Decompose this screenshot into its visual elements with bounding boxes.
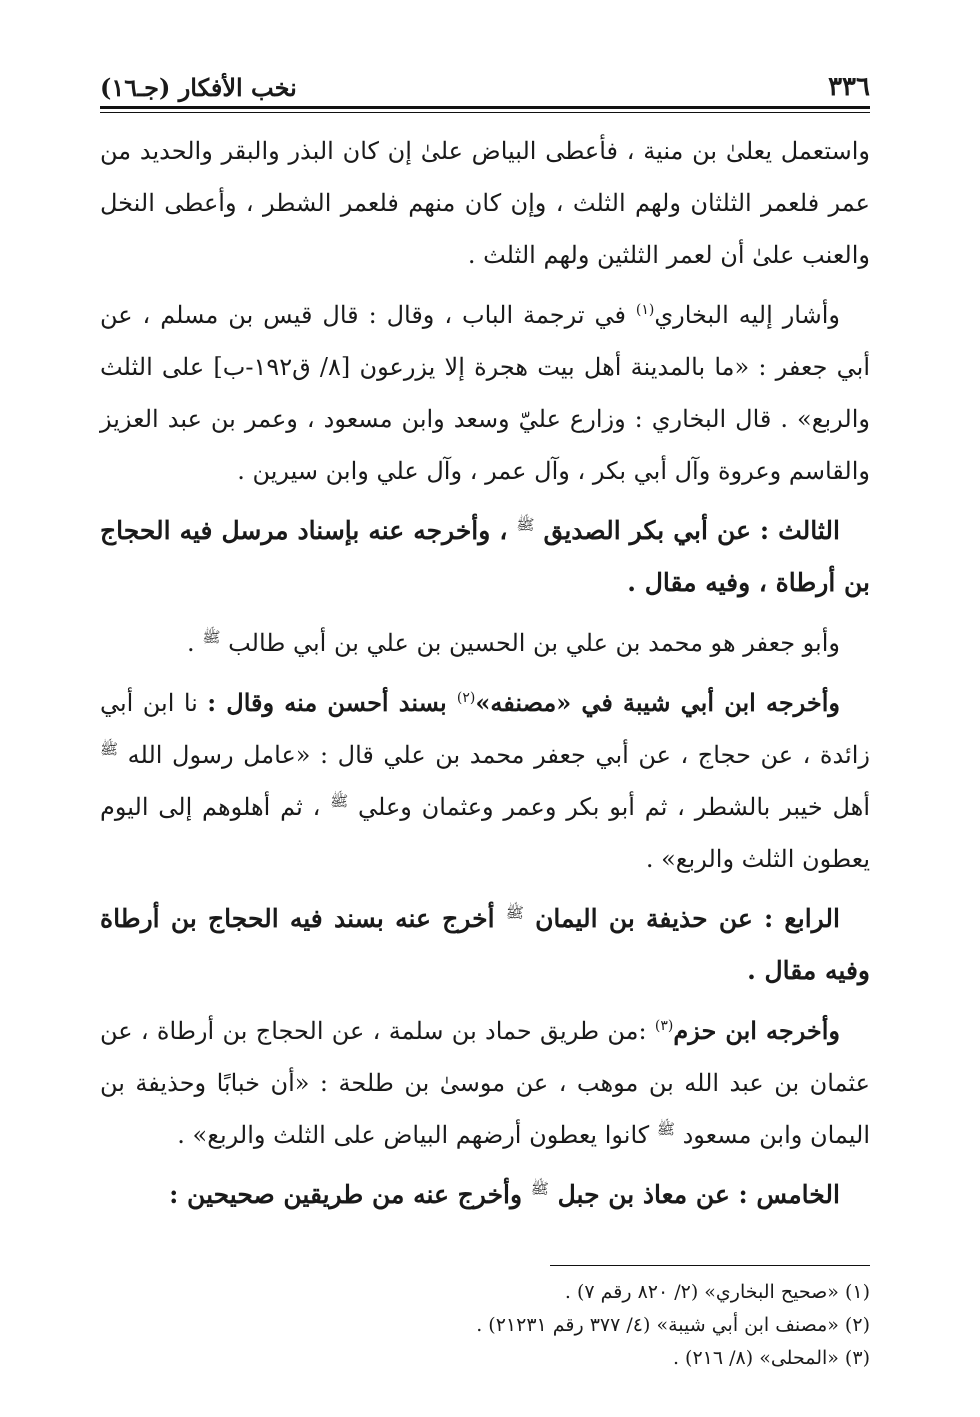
book-title: نخب الأفكار (جـ١٦): [100, 73, 297, 102]
header-rule-thick: [100, 106, 870, 109]
section-fourth-text-b: أخرج عنه بسند فيه الحجاج بن أرطاة وفيه مقال .: [100, 904, 870, 985]
ibn-hazm-text-b: كانوا يعطون أرضهم البياض على الثلث والربع» .: [177, 1121, 657, 1149]
ibn-hazm-bold: وأخرجه ابن حزم: [673, 1016, 840, 1045]
section-fourth-text-a: الرابع : عن حذيفة بن اليمان: [523, 904, 840, 933]
section-fourth-heading: [100, 893, 870, 997]
section-third-heading: [100, 505, 870, 609]
ibn-abi-shaybah-text-c: ، ثم أهلوهم إلى اليوم يعطون الثلث والربع» .: [100, 793, 870, 873]
paragraph-1-text: واستعمل يعلىٰ بن منية ، فأعطى البياض علىٰ إن كان البذر والبقر والحديد من عمر فلعمر الثلثان ولهم الثلث ، وإن كان منهم فلعمر الشطر ، وأعطى النخل والعنب علىٰ أن لعمر الثلثين ولهم الثلث .: [100, 137, 870, 269]
paragraph-ibn-hazm: [100, 1005, 870, 1161]
footnote-separator: [550, 1265, 870, 1266]
footnote-ref-3[interactable]: (٣): [654, 1018, 674, 1034]
footnote-3: (٣) «المحلى» (٨/ ٢١٦) .: [672, 1347, 870, 1369]
honorific-glyph: ﷺ: [530, 1179, 549, 1198]
honorific-glyph: ﷺ: [656, 1120, 675, 1138]
ibn-abi-shaybah-text-b: أهل خيبر بالشطر ، ثم أبو بكر وعمر وعثمان وعلي: [348, 793, 870, 821]
section-fifth-text-b: وأخرج عنه من طريقين صحيحين :: [169, 1180, 531, 1209]
ibn-abi-shaybah-bold-b: بسند أحسن منه وقال :: [207, 688, 457, 717]
ibn-hazm-text-a: :من طريق حماد بن سلمة ، عن الحجاج بن أرطاة ، عن عثمان بن عبد الله بن موهب ، عن موسىٰ بن طلحة : «أن خبابًا وحذيفة بن اليمان وابن مسعود: [100, 1017, 870, 1149]
paragraph-abu-jafar-text-b: .: [187, 629, 203, 657]
paragraph-1: [100, 125, 870, 281]
honorific-glyph: ﷺ: [516, 515, 535, 534]
section-third-text-a: الثالث : عن أبي بكر الصديق: [534, 516, 840, 545]
footnotes: [100, 1276, 870, 1375]
paragraph-2-text-b: في ترجمة الباب ، وقال : قال قيس بن مسلم ، عن أبي جعفر : «ما بالمدينة أهل بيت هجرة إلا يزرعون [٨/ ق١٩٢-ب] على الثلث والربع» . قال البخاري : وزارع عليّ وسعد وابن مسعود ، وعمر بن عبد العزيز والقاسم وعروة وآل أبي بكر ، وآل عمر ، وآل علي وابن سيرين .: [100, 301, 871, 485]
paragraph-abu-jafar-text-a: وأبو جعفر هو محمد بن علي بن الحسين بن علي بن أبي طالب: [220, 629, 840, 657]
footnote-ref-1[interactable]: (١): [635, 302, 655, 318]
paragraph-abu-jafar: [100, 617, 870, 669]
paragraph-2-text-a: وأشار إليه البخاري: [654, 301, 840, 329]
footnote-2: (٢) «مصنف ابن أبي شيبة» (٤/ ٣٧٧ رقم ٢١٢٣١) .: [476, 1314, 870, 1336]
honorific-glyph: ﷺ: [330, 792, 349, 810]
ibn-abi-shaybah-text-a: نا ابن أبي زائدة ، عن حجاج ، عن أبي جعفر محمد بن علي قال : «عامل رسول الله: [100, 689, 870, 769]
section-fifth-text-a: الخامس : عن معاذ بن جبل: [548, 1180, 840, 1209]
header-rule-thin: [100, 112, 870, 113]
page-header: [100, 62, 870, 102]
section-fifth-heading: [100, 1169, 870, 1221]
footnote-ref-2[interactable]: (٢): [456, 690, 476, 706]
section-third-text-b: ، وأخرجه عنه بإسناد مرسل فيه الحجاج بن أرطاة ، وفيه مقال .: [100, 516, 870, 597]
honorific-glyph: ﷺ: [505, 903, 524, 922]
honorific-glyph: ﷺ: [202, 628, 221, 646]
ibn-abi-shaybah-bold-a: وأخرجه ابن أبي شيبة في «مصنفه»: [475, 688, 841, 717]
paragraph-2: [100, 289, 870, 497]
footnote-1: (١) «صحيح البخاري» (٢/ ٨٢٠ رقم ٧) .: [564, 1281, 870, 1303]
paragraph-ibn-abi-shaybah: [100, 677, 870, 885]
page-body: [100, 125, 870, 1221]
book-page: [100, 62, 870, 1375]
page-number: ٣٣٦: [828, 72, 870, 102]
honorific-glyph: ﷺ: [100, 740, 119, 758]
